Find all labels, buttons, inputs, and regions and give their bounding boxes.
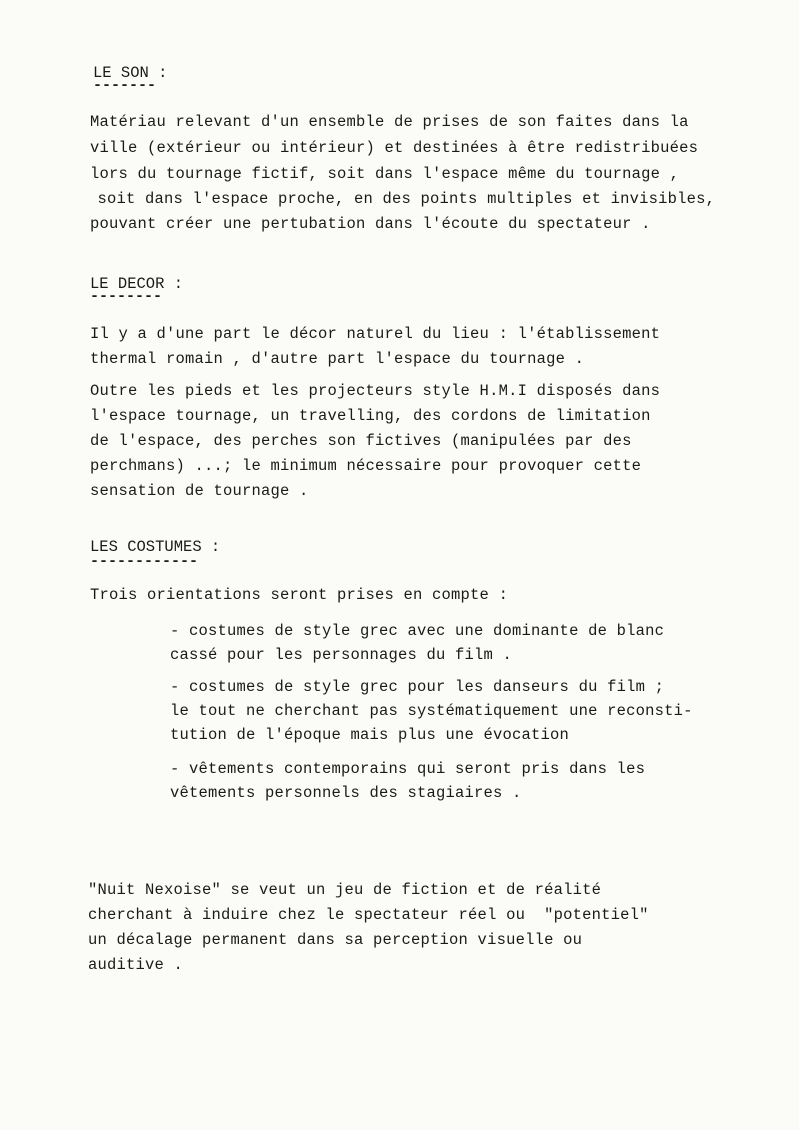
son-line: pouvant créer une pertubation dans l'écoute du spectateur .	[90, 215, 651, 233]
costumes-item-line: vêtements personnels des stagiaires .	[170, 784, 522, 802]
decor-line: Il y a d'une part le décor naturel du lieu : l'établissement	[90, 325, 661, 343]
decor-line: sensation de tournage .	[90, 482, 309, 500]
costumes-item-line: le tout ne cherchant pas systématiquement une reconsti-	[170, 702, 693, 720]
son-line: soit dans l'espace proche, en des points multiples et invisibles,	[88, 190, 716, 208]
conclusion-line: auditive .	[88, 956, 184, 974]
son-heading-rule: -------	[93, 77, 157, 94]
decor-line: l'espace tournage, un travelling, des cordons de limitation	[90, 407, 651, 425]
conclusion-line: un décalage permanent dans sa perception visuelle ou	[88, 931, 583, 949]
costumes-item-line: tution de l'époque mais plus une évocation	[170, 726, 570, 744]
costumes-item-line: - vêtements contemporains qui seront pris dans les	[170, 760, 646, 778]
decor-line: Outre les pieds et les projecteurs style H.M.I disposés dans	[90, 382, 661, 400]
costumes-item-line: cassé pour les personnages du film .	[170, 646, 513, 664]
son-heading: LE SON :	[93, 64, 168, 82]
conclusion-line: "Nuit Nexoise" se veut un jeu de fiction et de réalité	[88, 881, 602, 899]
son-line: lors du tournage fictif, soit dans l'espace même du tournage ,	[90, 165, 680, 183]
conclusion-line: cherchant à induire chez le spectateur réel ou "potentiel"	[88, 906, 649, 924]
costumes-item-line: - costumes de style grec pour les danseurs du film ;	[170, 678, 665, 696]
decor-line: perchmans) ...; le minimum nécessaire pour provoquer cette	[90, 457, 642, 475]
decor-heading-rule: --------	[90, 288, 163, 305]
decor-heading: LE DECOR :	[90, 275, 184, 293]
costumes-intro: Trois orientations seront prises en compte :	[90, 586, 509, 604]
costumes-heading: LES COSTUMES :	[90, 538, 221, 556]
decor-line: de l'espace, des perches son fictives (manipulées par des	[90, 432, 632, 450]
son-line: Matériau relevant d'un ensemble de prises de son faites dans la	[90, 113, 689, 131]
costumes-item-line: - costumes de style grec avec une dominante de blanc	[170, 622, 665, 640]
decor-line: thermal romain , d'autre part l'espace du tournage .	[90, 350, 585, 368]
son-line: ville (extérieur ou intérieur) et destinées à être redistribuées	[90, 139, 699, 157]
costumes-heading-rule: ------------	[90, 553, 199, 570]
